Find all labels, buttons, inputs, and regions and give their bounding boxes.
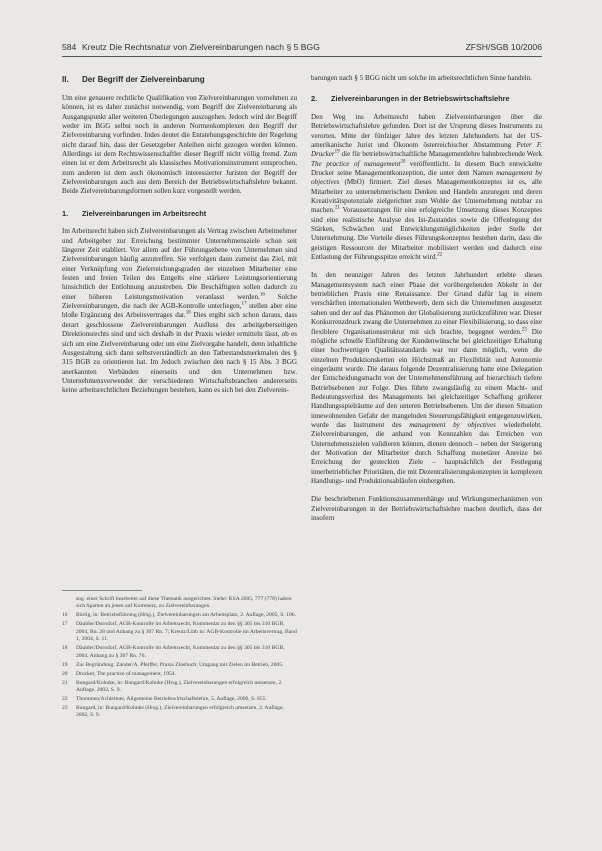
footnote bbox=[62, 596, 297, 611]
footnotes bbox=[62, 596, 297, 721]
footnote-number bbox=[62, 596, 76, 611]
footnote bbox=[62, 662, 297, 669]
footnote-number: 16 bbox=[62, 612, 68, 619]
paragraph-text: Dies ergibt sich schon daraus, dass derart geschlossene Zielvereinbarungen Ausfluss des arbeitgeberseitigen Direktionsrechts sind und sich deshalb in der Praxis wieder ermitteln lässt, ob es sich um eine Zielvereinbarung oder um eine Zielvorgabe handelt, denn inhaltliche Ausgestaltung sich dann selbstverständlich an den Tatbestandsmerkmalen des § 315 BGB zu orientieren hat. Im Jedoch zwischen den nach § 15 Abs. 3 BGG anerkannten Verbänden einerseits und den Unternehmen bzw. Unternehmensverwendet der verschiedenen Wirtschaftsbranchen andererseits keine arbeitsrechtlichen Beziehungen bestehen, kann es sich bei den Zielverein- bbox=[62, 311, 297, 395]
footnote-text: Bungard, in: Bungard/Kohnke (Hrsg.), Zielvereinbarungen erfolgreich umsetzen, 2. Auflage, 2002, S. 9. bbox=[76, 705, 284, 719]
footnote bbox=[62, 621, 297, 643]
footnote bbox=[62, 612, 297, 619]
paragraph bbox=[311, 113, 542, 263]
section-heading bbox=[62, 74, 297, 85]
footnote-ref[interactable]: 20 bbox=[400, 159, 406, 165]
paragraph: Die beschriebenen Funktionszusammenhänge und Wirkungsmechanismen von Zielvereinbarungen in der Betriebswirtschaftslehre machen deutlich, dass der insofern bbox=[311, 495, 542, 523]
subsection-heading bbox=[62, 209, 297, 219]
subsection-number: 2. bbox=[311, 94, 318, 104]
book-title: The practice of management bbox=[311, 159, 401, 168]
footnote-text: Bürtig, in: Betriebsführung (Hrsg.), Zielvereinbarungen am Arbeitsplatz, 2. Auflage, 2005, S. 106. bbox=[76, 612, 296, 619]
paragraph-text: Solche Zielvereinbarungen, die nach der AGB-Kontrolle unterliegen, bbox=[62, 292, 297, 311]
left-column bbox=[62, 74, 297, 396]
subsection-heading bbox=[311, 94, 542, 104]
footnote-number: 23 bbox=[62, 705, 68, 712]
footnote-text: Thommen/Achleitner, Allgemeine Betriebswirtschaftslehre, 5. Auflage, 2006, S. 855. bbox=[76, 696, 267, 703]
paragraph-text: In den neunziger Jahren des letzten Jahrhundert erlebte dieses Managementsystem nach einer Phase der vorübergehenden Abkehr in der betrieblichen Praxis eine Renaissance. Der Grund dafür lag in einem verschärften internationalen Wettbewerb, dem sich die Unternehmen ausgesetzt sahen und der auf das Phänomen der Globalisierung zurückzuführen war. Dieser Konkurrenzdruck zwang die Unternehmen zu einer Flexibilisierung, so dass eine flexiblere Organisationsstruktur mit sich brachte, begegnet werden. bbox=[311, 271, 542, 336]
footnote-ref[interactable]: 21 bbox=[334, 206, 340, 212]
footnote-ref[interactable]: 18 bbox=[185, 311, 191, 317]
subsection-title: Zielvereinbarungen in der Betriebswirtschaftslehre bbox=[331, 94, 510, 104]
footnote-number: 18 bbox=[62, 645, 68, 652]
footnote-number: 21 bbox=[62, 679, 68, 686]
footnote-text: Bungard/Kohnke, in: Bungard/Kohnke (Hrsg.), Zielvereinbarungen erfolgreich umsetzen, 2. Auflage, 2002, S. 9. bbox=[76, 679, 283, 694]
page-header bbox=[62, 42, 542, 56]
header-rule bbox=[62, 56, 542, 57]
paragraph: barungen nach § 5 BGG nicht um solche im arbeitsrechtlichen Sinne handeln. bbox=[311, 74, 533, 82]
footnote bbox=[62, 705, 297, 720]
author-name: Peter F. Drucker bbox=[311, 140, 543, 159]
footnote-text: sog. einer Schrift bearbeitet auf diese Thematik ausgerichtet. Siehe: KSA 2005, 777 (778) haben sich Sparten an jenen auf Kommerz, zu Zielvereinbarungen. bbox=[76, 596, 292, 610]
paragraph-text: die für betriebswirtschaftliche Managementlehre bahnbrechende Werk bbox=[339, 150, 542, 159]
paragraph bbox=[62, 227, 297, 395]
footnote-number: 17 bbox=[62, 621, 68, 628]
footnote-number: 20 bbox=[62, 670, 68, 677]
footnote-number: 22 bbox=[62, 696, 68, 703]
footnote-ref[interactable]: 22 bbox=[437, 252, 443, 258]
footnote-ref[interactable]: 23 bbox=[521, 327, 527, 333]
page-number: 584 bbox=[62, 42, 77, 52]
footnote bbox=[62, 645, 297, 660]
concept-term: management by objectives bbox=[311, 169, 543, 187]
footnote bbox=[62, 680, 297, 695]
paragraph-text: (MbO) firmiert. Ziel dieses Managementkonzeptes ist es, alle Mitarbeiter zu unternehmerischem Denken und Handeln anzuregen und deren Kreativitätspotenziale zielgerichtet zum Wohle der Unternehmung nutzbar zu machen. bbox=[311, 178, 542, 215]
footnote-text: Däubler/Dorndorf, AGB-Kontrolle im Arbeitsrecht, Kommentar zu den §§ 305 bis 310 BGB, 2004, Rn. 28 und Anhang zu § 307 Rn. 7; Kreutz/Lüth in: AGB-Kontrolle im Arbeitsvertrag, Band 1, 2004, S. 11. bbox=[76, 621, 297, 643]
footnote-ref[interactable]: 16 bbox=[259, 292, 265, 298]
journal-reference: ZFSH/SGB 10/2006 bbox=[465, 42, 542, 52]
paragraph-text: Im Arbeitsrecht haben sich Zielvereinbarungen als Vertrag zwischen Arbeitnehmer und Arbeitgeber zur Erreichung bestimmter Unternehmensziele schon seit längerer Zeit etabliert. Vor allem auf der Führungsebene von Unternehmen sind Zielvereinbarungen häufig anzutreffen. Sie verfolgen dann zumeist das Ziel, mit einer Verknüpfung von Zielerreichungsgraden der einzelnen Mitarbeiter eine festen und freien Teilen des Entgelts eine stärkere Leistungsorientierung hinsichtlich der Entlohnung anzustreben. Die Beschäftigten sollen dadurch zu einer höheren Leistungsmotivation veranlasst werden. bbox=[62, 227, 297, 301]
concept-term: management by objectives bbox=[409, 420, 496, 429]
footnote-text: Däubler/Dorndorf, AGB-Kontrolle im Arbeitsrecht, Kommentar zu den §§ 305 bis 310 BGB, 2004, Anhang zu § 307 Rn. 76. bbox=[76, 645, 285, 659]
running-title: Kreutz Die Rechtsnatur von Zielvereinbarungen nach § 5 BGG bbox=[82, 42, 320, 52]
footnote bbox=[62, 696, 297, 703]
footnote-rule bbox=[62, 590, 142, 591]
subsection-title: Zielvereinbarungen im Arbeitsrecht bbox=[82, 208, 207, 218]
paragraph bbox=[311, 271, 542, 486]
subsection-number: 1. bbox=[62, 208, 69, 218]
paragraph-text: stellen aber eine bloße Ergänzung des Arbeitsvertrages dar. bbox=[62, 302, 297, 320]
paragraph-text: veröffentlicht. In diesem Buch entwickelte Drucker seine Managementkonzeption, die unter dem Namen bbox=[311, 159, 542, 177]
footnote bbox=[62, 671, 297, 678]
footnote-text: Drucker, The practice of management, 1954. bbox=[76, 670, 177, 677]
paragraph: Um eine genauere rechtliche Qualifikation von Zielvereinbarungen vornehmen zu können, ist es daher zunächst notwendig, vom Begriff der Zielvereinbarung als Ausgangspunkt aller weiteren Überlegungen auszugehen. Jedoch wird der Begriff weder im BGG selbst noch in anderen Normenkomplexen den Begriff der Zielvereinbarung vorfinden. Indes deutet die Entstehungsgeschichte der Regelung nicht darauf hin, dass der Gesetzgeber Anleihen nicht gezogen werden können. Allerdings ist dem Rechtswissenschaftler dieser Begriff nicht völlig fremd. Zum einen ist er dem Arbeitsrecht als klassisches Motivationsinstrument entsprochen, zum anderen ist dem auch ökonomisch interessierter Juristen der Begriff der Zielvereinbarungen auch aus dem Bereich der Betriebswirtschaftslehre bekannt. Beide Zielvereinbarungsformen sollen kurz vorgestellt werden. bbox=[62, 94, 297, 196]
footnote-ref[interactable]: 19 bbox=[334, 149, 340, 155]
paragraph-text: wiederbelebt. Zielvereinbarungen, die anhand von Kennzahlen das Erreichen von Unternehmenszielen validieren können, dienen dennoch – neben der Steigerung der Motivation der Mitarbeiter durch Schaffung monetärer Anreize bei Erreichung der gesteckten Ziele – hauptsächlich der Festlegung innerbetrieblicher Prioritäten, die mit Dezentralisierungskonzepten in komplexen Handlungs- und Produktionsabläufen einhergehen. bbox=[311, 420, 543, 485]
section-title: Der Begriff der Zielvereinbarung bbox=[82, 75, 205, 84]
footnote-text: Zur Begründung: Zander/A. Pfeiffer, Praxis Zinsbuch: Umgang mit Zielen im Betrieb, 2005. bbox=[76, 661, 284, 668]
paragraph-text: Den Weg ins Arbeitsrecht haben Zielvereinbarungen über die Betriebswirtschaftslehre gefunden. Dort ist der Ursprung dieses Instruments zu verorten. Mitte der fünfziger Jahre des letzten Jahrhunderts hat der US-amerikanische Jurist und Ökonom österreichischer Abstammung bbox=[311, 112, 542, 149]
right-column bbox=[311, 74, 542, 523]
section-number: II. bbox=[62, 75, 69, 84]
paragraph-text: Die mögliche schnelle Einführung der Kundenwünsche bei gleichzeitiger Erhaltung einer hochwertigen Qualitätsstandards war nur dann möglich, wenn die einzelnen Produktionsketten ein Höchstmaß an Flexibilität und Autonomie eingeräumt wurde. Die daraus folgende Dezentralisierung hatte eine Delegation der Entscheidungsmacht von der Unternehmensführung auf hierarchisch tiefere Betriebsebenen zur Folge. Dies führte zwangsläufig zu einem Macht- und Bedeutungsverlust des Managements bei gleichzeitiger Schaffung größerer Handlungsspielräume auf den unteren Betriebsebenen. Um der diesen Situation innewohnenden Gefahr der mangelnden Steuerungsfähigkeit entgegenzuwirken, wurde das Instrument des bbox=[311, 327, 542, 429]
footnote-number: 19 bbox=[62, 661, 68, 668]
paragraph-text: Voraussetzungen für eine erfolgreiche Umsetzung dieses Konzeptes sind eine realistische Analyse des Ist-Zustandes sowie die Offenlegung der Stärken, Schwächen und Entwicklungsmöglichkeiten jeder Stelle der Unternehmung. Die Vorteile dieses Führungskonzeptes bestehen darin, dass die geistigen Ressourcen der Mitarbeiter mobilisiert werden und dadurch eine Entlastung der Führungsspitze erreicht wird. bbox=[311, 206, 542, 262]
footnote-ref[interactable]: 17 bbox=[241, 301, 247, 307]
